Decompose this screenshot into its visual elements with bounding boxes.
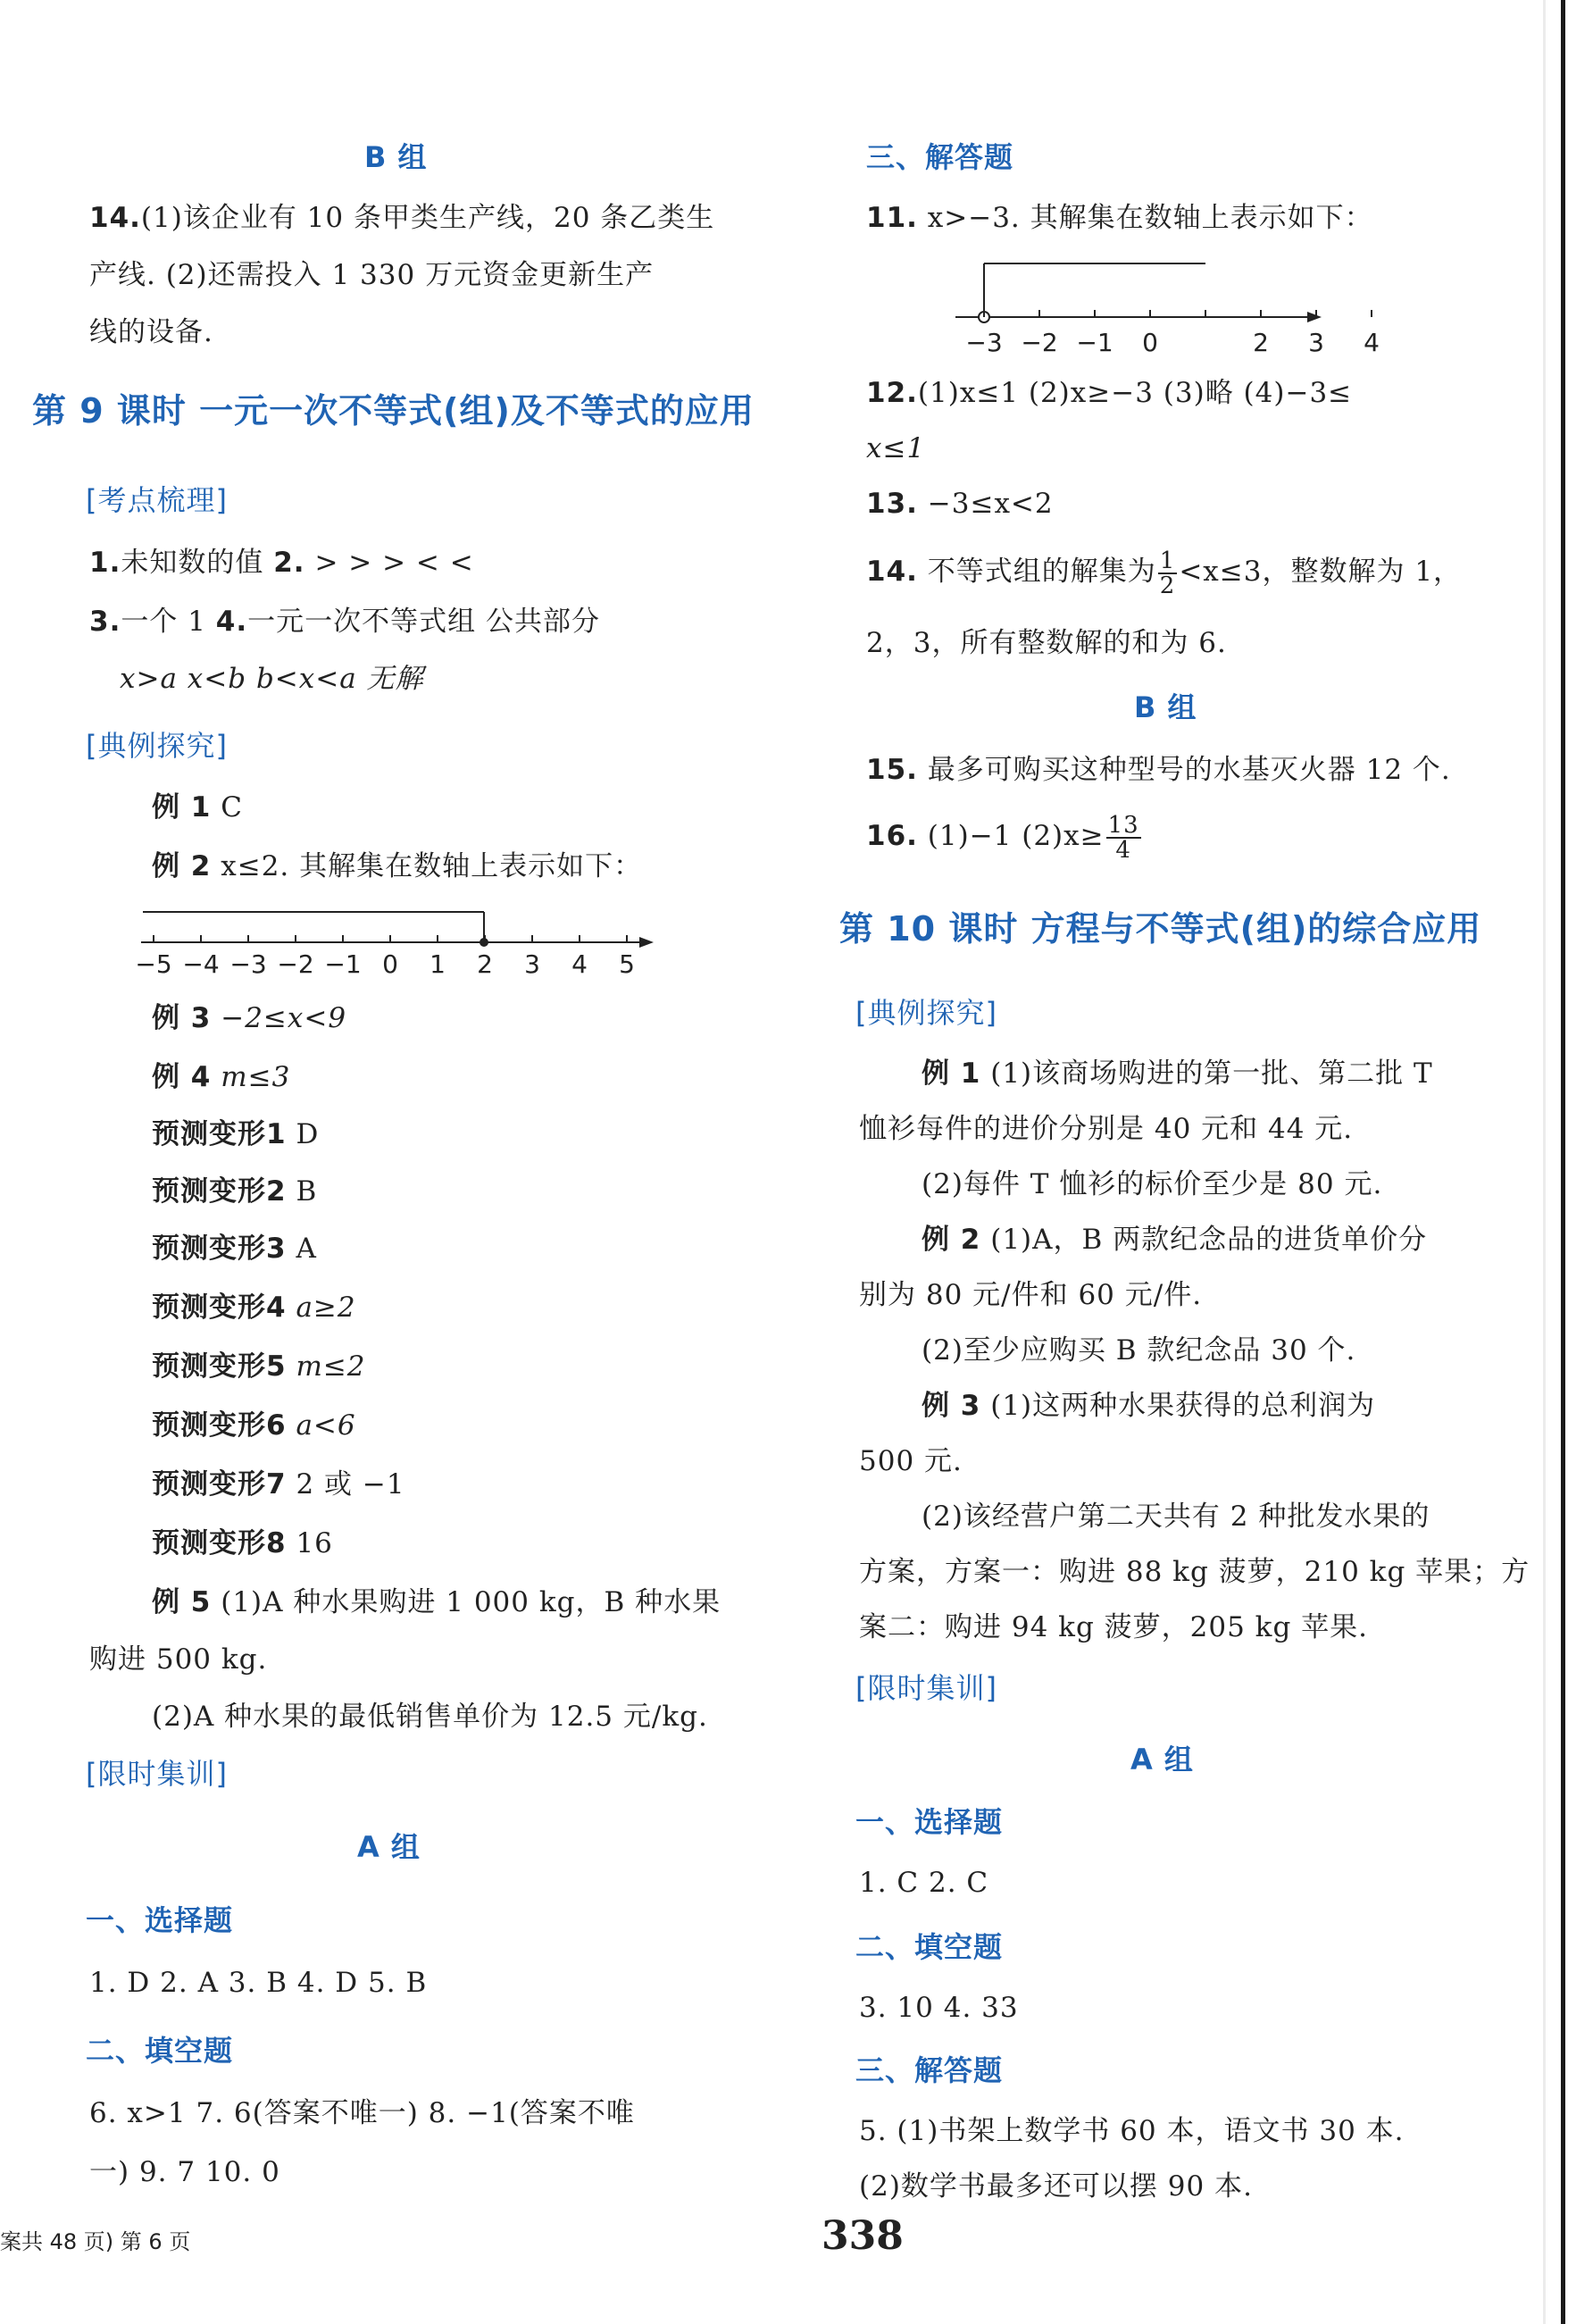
q14-line2: 产线. (2)还需投入 1 330 万元资金更新生产 <box>89 259 655 291</box>
r-example-1-line3: (2)每件 T 恤衫的标价至少是 80 元. <box>922 1168 1383 1200</box>
example-5-line1: 例 5 (1)A 种水果购进 1 000 kg，B 种水果 <box>152 1586 721 1618</box>
fraction: $\frac{1}{2}$ <box>1159 547 1176 599</box>
kaodian-line1: 1.未知数的值 2. > > > < < <box>89 547 474 579</box>
book-edge <box>1561 0 1565 2324</box>
tick-label: −3 <box>229 949 267 979</box>
fraction: $\frac{13}{4}$ <box>1107 811 1139 864</box>
q14-line1-right: 14. 不等式组的解集为 $\frac{1}{2}$ <x≤3，整数解为 1， <box>866 547 1463 599</box>
tick-label: 3 <box>524 949 540 979</box>
q12-line2: x≤1 <box>866 432 926 464</box>
tick-label: 2 <box>1253 328 1269 357</box>
r-example-2-line3: (2)至少应购买 B 款纪念品 30 个. <box>922 1334 1356 1367</box>
number-line-right <box>947 255 1380 362</box>
kaodian-heading: [考点梳理] <box>86 483 228 517</box>
lesson10-title: 第 10 课时 方程与不等式(组)的综合应用 <box>839 909 1482 949</box>
tick-label: −2 <box>1021 328 1058 357</box>
q14-line3: 线的设备. <box>89 316 213 348</box>
variant-item: 预测变形3 A <box>152 1233 317 1265</box>
tick-label: 0 <box>1142 328 1158 357</box>
kaodian-line3: x>a x<b b<x<a 无解 <box>120 663 424 695</box>
r-example-2-line2: 别为 80 元/件和 60 元/件. <box>859 1279 1203 1311</box>
page-number: 338 <box>822 2213 904 2259</box>
tick-label: 0 <box>382 949 398 979</box>
example-5-line3: (2)A 种水果的最低销售单价为 12.5 元/kg. <box>152 1701 708 1733</box>
r-example-2-line1: 例 2 (1)A，B 两款纪念品的进货单价分 <box>922 1224 1428 1256</box>
r-example-1-line2: 恤衫每件的进价分别是 40 元和 44 元. <box>859 1113 1354 1145</box>
tick-label: −5 <box>135 949 172 979</box>
variant-item: 预测变形1 D <box>152 1118 320 1150</box>
q5-line1: 5. (1)书架上数学书 60 本，语文书 30 本. <box>859 2115 1405 2147</box>
tick-label: −1 <box>1076 328 1113 357</box>
variant-item: 预测变形5 m≤2 <box>152 1350 366 1383</box>
q13: 13. −3≤x<2 <box>866 488 1054 520</box>
choice-heading: 一、选择题 <box>86 1903 234 1937</box>
choice-answers-right: 1. C 2. C <box>859 1867 989 1899</box>
choice-heading-right: 一、选择题 <box>855 1805 1004 1839</box>
fill-heading-right: 二、填空题 <box>855 1930 1004 1964</box>
r-example-3-line4: 方案，方案一：购进 88 kg 菠萝，210 kg 苹果；方 <box>859 1556 1530 1588</box>
tick-label: 4 <box>571 949 588 979</box>
q14-line1: 14.(1)该企业有 10 条甲类生产线，20 条乙类生 <box>89 202 715 234</box>
answer-heading-2: 三、解答题 <box>855 2053 1004 2087</box>
tick-label: 5 <box>619 949 635 979</box>
choice-answers: 1. D 2. A 3. B 4. D 5. B <box>89 1967 428 1999</box>
fill-heading: 二、填空题 <box>86 2034 234 2068</box>
dianli-heading: [典例探究] <box>86 729 228 763</box>
r-example-1-line1: 例 1 (1)该商场购进的第一批、第二批 T <box>922 1058 1433 1090</box>
example-2: 例 2 x≤2. 其解集在数轴上表示如下： <box>152 850 643 882</box>
dianli-heading-right: [典例探究] <box>855 996 997 1030</box>
example-4: 例 4 m≤3 <box>152 1061 291 1093</box>
answer-heading: 三、解答题 <box>866 140 1014 174</box>
a-group-heading-right: A 组 <box>1130 1743 1194 1776</box>
tick-label: −1 <box>324 949 362 979</box>
tick-label: −4 <box>182 949 220 979</box>
example-5-line2: 购进 500 kg. <box>89 1643 268 1676</box>
xianshi-heading: [限时集训] <box>86 1757 228 1791</box>
r-example-3-line5: 案二：购进 94 kg 菠萝，205 kg 苹果. <box>859 1611 1368 1643</box>
q15: 15. 最多可购买这种型号的水基灭火器 12 个. <box>866 754 1451 786</box>
lesson9-title: 第 9 课时 一元一次不等式(组)及不等式的应用 <box>32 391 755 431</box>
fill-line1: 6. x>1 7. 6(答案不唯一) 8. −1(答案不唯 <box>89 2097 635 2129</box>
q5-line2: (2)数学书最多还可以摆 90 本. <box>859 2170 1253 2203</box>
r-example-3-line2: 500 元. <box>859 1445 963 1477</box>
number-line-left <box>134 898 670 987</box>
book-edge-shadow <box>1543 0 1546 2324</box>
b-group-heading: B 组 <box>364 140 428 174</box>
r-example-3-line3: (2)该经营户第二天共有 2 种批发水果的 <box>922 1501 1430 1533</box>
variant-item: 预测变形7 2 或 −1 <box>152 1468 405 1501</box>
fill-line2: 一) 9. 7 10. 0 <box>89 2156 280 2188</box>
variant-item: 预测变形4 a≥2 <box>152 1292 356 1324</box>
variant-item: 预测变形8 16 <box>152 1527 333 1559</box>
q11: 11. x>−3. 其解集在数轴上表示如下： <box>866 202 1373 234</box>
r-example-3-line1: 例 3 (1)这两种水果获得的总利润为 <box>922 1390 1376 1422</box>
variant-item: 预测变形6 a<6 <box>152 1409 356 1442</box>
example-1: 例 1 C <box>152 791 243 823</box>
tick-label: 4 <box>1364 328 1380 357</box>
tick-label: 3 <box>1308 328 1324 357</box>
q14-line2-right: 2，3，所有整数解的和为 6. <box>866 627 1227 659</box>
q16: 16. (1)−1 (2)x≥ $\frac{13}{4}$ <box>866 811 1139 864</box>
tick-label: 2 <box>477 949 493 979</box>
fill-answers-right: 3. 10 4. 33 <box>859 1992 1019 2024</box>
example-3: 例 3 −2≤x<9 <box>152 1002 347 1034</box>
a-group-heading: A 组 <box>357 1830 421 1864</box>
b-group-heading-right: B 组 <box>1134 690 1197 724</box>
variant-item: 预测变形2 B <box>152 1175 318 1208</box>
page-footer: 案共 48 页) 第 6 页 <box>0 2229 191 2254</box>
tick-label: −2 <box>277 949 314 979</box>
q12-line1: 12.(1)x≤1 (2)x≥−3 (3)略 (4)−3≤ <box>866 377 1353 409</box>
tick-label: 1 <box>430 949 446 979</box>
kaodian-line2: 3.一个 1 4.一元一次不等式组 公共部分 <box>89 606 601 638</box>
tick-label: −3 <box>965 328 1003 357</box>
xianshi-heading-right: [限时集训] <box>855 1671 997 1705</box>
